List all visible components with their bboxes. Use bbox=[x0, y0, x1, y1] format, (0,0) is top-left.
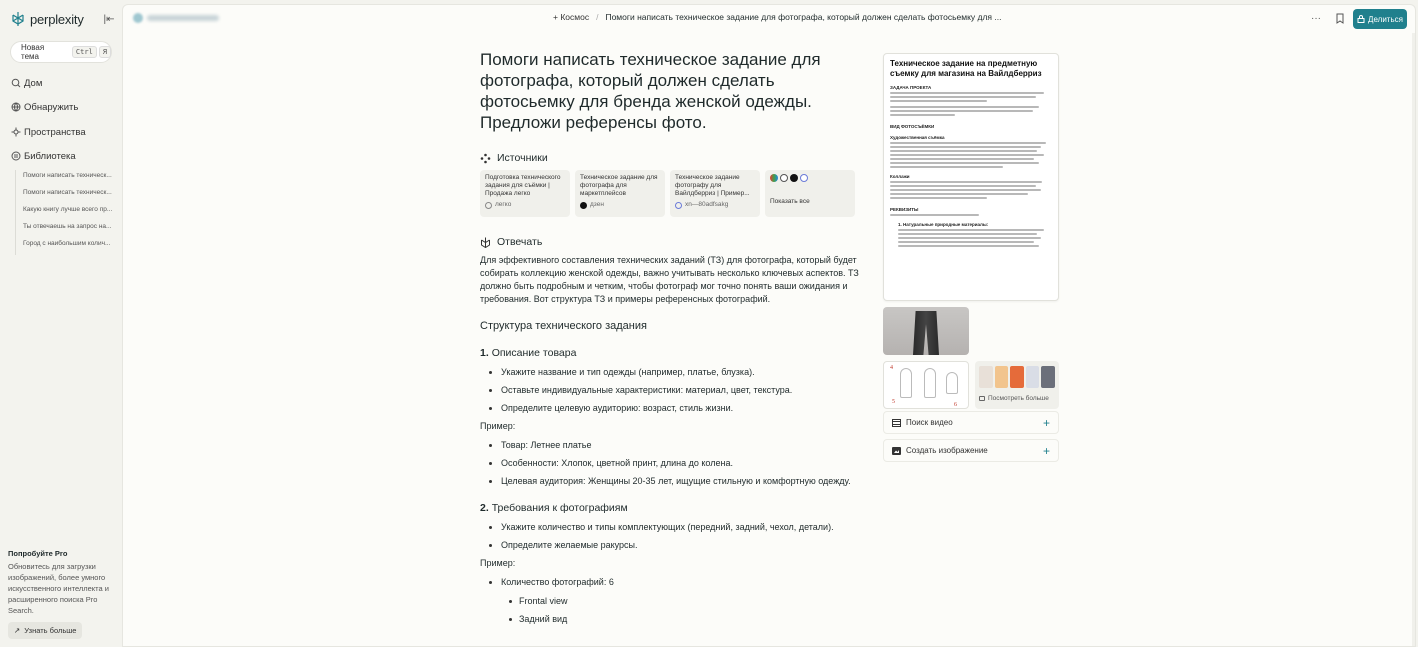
favicon-icon bbox=[790, 174, 798, 182]
library-item[interactable]: Город с наибольшим колич... bbox=[23, 240, 111, 247]
reference-photo[interactable] bbox=[883, 307, 969, 355]
sources-row bbox=[480, 170, 860, 217]
sidebar-item-label: Обнаружить bbox=[24, 101, 79, 113]
source-card[interactable] bbox=[480, 170, 570, 217]
collage-figure bbox=[900, 368, 912, 398]
document-heading: Коллажи bbox=[890, 174, 910, 179]
favicon-group bbox=[770, 174, 850, 182]
list-item: Определите желаемые ракурсы. bbox=[480, 539, 860, 552]
breadcrumb bbox=[553, 12, 1001, 22]
list-item: Целевая аудитория: Женщины 20-35 лет, ищущие стильную и комфортную одежду. bbox=[480, 475, 860, 488]
logo-text: perplexity bbox=[30, 11, 84, 27]
section-1-title bbox=[480, 347, 860, 360]
photo-subject bbox=[913, 311, 939, 355]
collage-figure bbox=[946, 372, 958, 394]
plus-icon: + bbox=[1042, 443, 1050, 458]
answer-intro: Для эффективного составления технических заданий (ТЗ) для фотографа, который будет собирать коллекцию женской одежды, важно учитывать несколько ключевых аспектов. ТЗ должно быть подробным и четким, чтобы фотограф мог точно понять ваши ожидания и требования. Вот структура ТЗ и примеры референсных фотографий. bbox=[480, 255, 859, 304]
sidebar-item-spaces[interactable] bbox=[11, 124, 86, 140]
answer-heading-label: Отвечать bbox=[497, 236, 543, 248]
shortcut-key: Я bbox=[99, 46, 111, 58]
library-icon bbox=[11, 151, 21, 161]
section-title-text: Требования к фотографиям bbox=[491, 502, 628, 514]
sidebar-item-discover[interactable] bbox=[11, 99, 78, 115]
sidebar-item-library[interactable] bbox=[11, 148, 76, 164]
question-block bbox=[480, 49, 860, 164]
create-image-label: Создать изображение bbox=[906, 446, 988, 455]
pro-image-icon bbox=[892, 447, 901, 455]
learn-more-button[interactable] bbox=[8, 622, 82, 639]
section-2-sublist bbox=[480, 595, 860, 626]
top-bar bbox=[123, 5, 1416, 33]
collage-figure bbox=[924, 368, 936, 398]
source-card[interactable] bbox=[575, 170, 665, 217]
thumbnail bbox=[1026, 366, 1040, 388]
list-item: Укажите количество и типы комплектующих (передний, задний, чехол, детали). bbox=[480, 521, 860, 534]
shortcut-ctrl: Ctrl bbox=[72, 46, 97, 58]
favicon-icon bbox=[780, 174, 788, 182]
document-heading: ВИД ФОТОСЪЁМКИ bbox=[890, 124, 935, 129]
source-favicon-icon bbox=[675, 202, 682, 209]
section-2-title bbox=[480, 502, 860, 515]
see-more-row bbox=[979, 395, 1049, 402]
show-all-sources-button[interactable] bbox=[765, 170, 855, 217]
search-icon bbox=[11, 78, 21, 88]
source-site: xn—80adfsakg bbox=[685, 201, 729, 208]
sources-heading-label: Источники bbox=[497, 152, 548, 164]
section-1-list bbox=[480, 366, 860, 415]
section-number: 1. bbox=[480, 347, 489, 359]
spaces-icon bbox=[11, 127, 21, 137]
list-item: Задний вид bbox=[480, 613, 860, 626]
perplexity-logo-icon bbox=[10, 11, 26, 27]
section-number: 2. bbox=[480, 502, 489, 514]
answer-block bbox=[480, 236, 860, 631]
plus-icon: + bbox=[1042, 415, 1050, 430]
list-item: Особенности: Хлопок, цветной принт, длина до колена. bbox=[480, 457, 860, 470]
more-options-icon[interactable]: ··· bbox=[1311, 13, 1321, 24]
perplexity-answer-icon bbox=[480, 237, 491, 248]
thumbnail bbox=[995, 366, 1009, 388]
globe-icon bbox=[11, 102, 21, 112]
source-card[interactable] bbox=[670, 170, 760, 217]
breadcrumb-separator: / bbox=[596, 12, 599, 22]
video-icon bbox=[892, 419, 901, 427]
library-item[interactable]: Какую книгу лучше всего пр... bbox=[23, 206, 113, 213]
share-button[interactable] bbox=[1353, 9, 1407, 29]
source-title: Техническое задание фотографу для Вайлдберриз | Пример... bbox=[675, 174, 750, 197]
share-label: Делиться bbox=[1368, 14, 1403, 24]
see-more-label: Посмотреть больше bbox=[988, 395, 1049, 402]
sidebar-item-label: Пространства bbox=[24, 126, 86, 138]
list-item: Frontal view bbox=[480, 595, 860, 608]
collage-number: 5 bbox=[892, 399, 895, 405]
see-more-images-button[interactable] bbox=[975, 361, 1059, 409]
search-video-label: Поиск видео bbox=[906, 418, 953, 427]
bookmark-icon[interactable] bbox=[1333, 11, 1347, 26]
sources-icon bbox=[480, 153, 491, 164]
collage-number: 6 bbox=[954, 402, 957, 408]
pro-promo bbox=[8, 549, 116, 639]
lock-icon bbox=[1357, 15, 1365, 23]
pro-title: Попробуйте Pro bbox=[8, 549, 68, 558]
page-title: Помоги написать техническое задание для фотографа, который должен сделать фотосьемку для бренда женской одежды. Предложи референсы фото. bbox=[480, 50, 821, 132]
thumbnail-strip bbox=[979, 366, 1055, 388]
document-heading: РЕКВИЗИТЫ bbox=[890, 207, 919, 212]
show-all-label: Показать все bbox=[770, 198, 810, 205]
document-heading: 1. Натуральные природные материалы: bbox=[898, 222, 989, 227]
list-item: Оставьте индивидуальные характеристики: материал, цвет, текстура. bbox=[480, 384, 860, 397]
username-blurred bbox=[147, 15, 219, 21]
library-item[interactable]: Ты отвечаешь на запрос на... bbox=[23, 223, 112, 230]
section-2-list bbox=[480, 521, 860, 552]
document-heading: ЗАДАЧА ПРОЕКТА bbox=[890, 85, 932, 90]
collage-number: 4 bbox=[890, 365, 893, 371]
source-site: легко bbox=[495, 201, 512, 208]
library-item[interactable]: Помоги написать техническ... bbox=[23, 189, 112, 196]
thumbnail bbox=[1041, 366, 1055, 388]
thumbnail bbox=[1010, 366, 1024, 388]
create-image-button[interactable] bbox=[883, 439, 1059, 462]
reference-photo-collage[interactable] bbox=[883, 361, 969, 409]
section-1-examples bbox=[480, 439, 860, 488]
sidebar-item-label: Библиотека bbox=[24, 150, 76, 162]
section-title-text: Описание товара bbox=[491, 347, 577, 359]
source-site: дзен bbox=[590, 201, 604, 208]
example-label: Пример: bbox=[480, 421, 516, 431]
source-title: Подготовка технического задания для съёмки | Продажа легко bbox=[485, 174, 561, 197]
list-item: Укажите название и тип одежды (например, платье, блузка). bbox=[480, 366, 860, 379]
breadcrumb-current: Помоги написать техническое задание для фотографа, который должен сделать фотосьемку для ... bbox=[605, 12, 1002, 22]
new-thread-button[interactable] bbox=[10, 41, 112, 63]
document-title: Техническое задание на предметную съемку для магазина на Вайлдберриз bbox=[890, 59, 1042, 78]
document-image[interactable] bbox=[883, 53, 1059, 301]
source-favicon-icon bbox=[580, 202, 587, 209]
list-item: Количество фотографий: 6 bbox=[480, 576, 860, 589]
sources-heading bbox=[480, 152, 860, 164]
pro-text: Обновитесь для загрузки изображений, более умного искусственного интеллекта и расширенного поиска Pro Search. bbox=[8, 562, 109, 615]
source-favicon-icon bbox=[485, 202, 492, 209]
favicon-icon bbox=[770, 174, 778, 182]
avatar bbox=[133, 13, 143, 23]
library-list bbox=[15, 170, 115, 255]
list-item: Товар: Летнее платье bbox=[480, 439, 860, 452]
answer-heading bbox=[480, 236, 542, 249]
arrow-up-right-icon: ↗ bbox=[14, 626, 21, 635]
scrollbar[interactable] bbox=[1412, 33, 1415, 647]
new-thread-label: Новая тема bbox=[21, 43, 45, 61]
main-panel bbox=[122, 4, 1416, 647]
structure-title: Структура технического задания bbox=[480, 320, 647, 332]
favicon-icon bbox=[800, 174, 808, 182]
list-item: Определите целевую аудиторию: возраст, стиль жизни. bbox=[480, 402, 860, 415]
document-heading: Художественная съёмка bbox=[890, 135, 945, 140]
library-item[interactable]: Помоги написать техническ... bbox=[23, 172, 112, 179]
image-icon bbox=[979, 396, 985, 401]
logo[interactable] bbox=[10, 10, 118, 28]
thumbnail bbox=[979, 366, 993, 388]
example-label: Пример: bbox=[480, 558, 516, 568]
search-video-button[interactable] bbox=[883, 411, 1059, 434]
sidebar bbox=[0, 0, 122, 647]
user-info-blurred bbox=[133, 13, 223, 23]
sidebar-item-home[interactable] bbox=[11, 75, 42, 91]
breadcrumb-space[interactable]: + Космос bbox=[553, 12, 590, 22]
learn-more-label: Узнать больше bbox=[24, 626, 77, 635]
collapse-sidebar-icon[interactable]: |⇤ bbox=[103, 13, 115, 25]
section-2-examples bbox=[480, 576, 860, 589]
source-title: Техническое задание для фотографа для маркетплейсов bbox=[580, 174, 658, 197]
sidebar-item-label: Дом bbox=[24, 77, 43, 89]
